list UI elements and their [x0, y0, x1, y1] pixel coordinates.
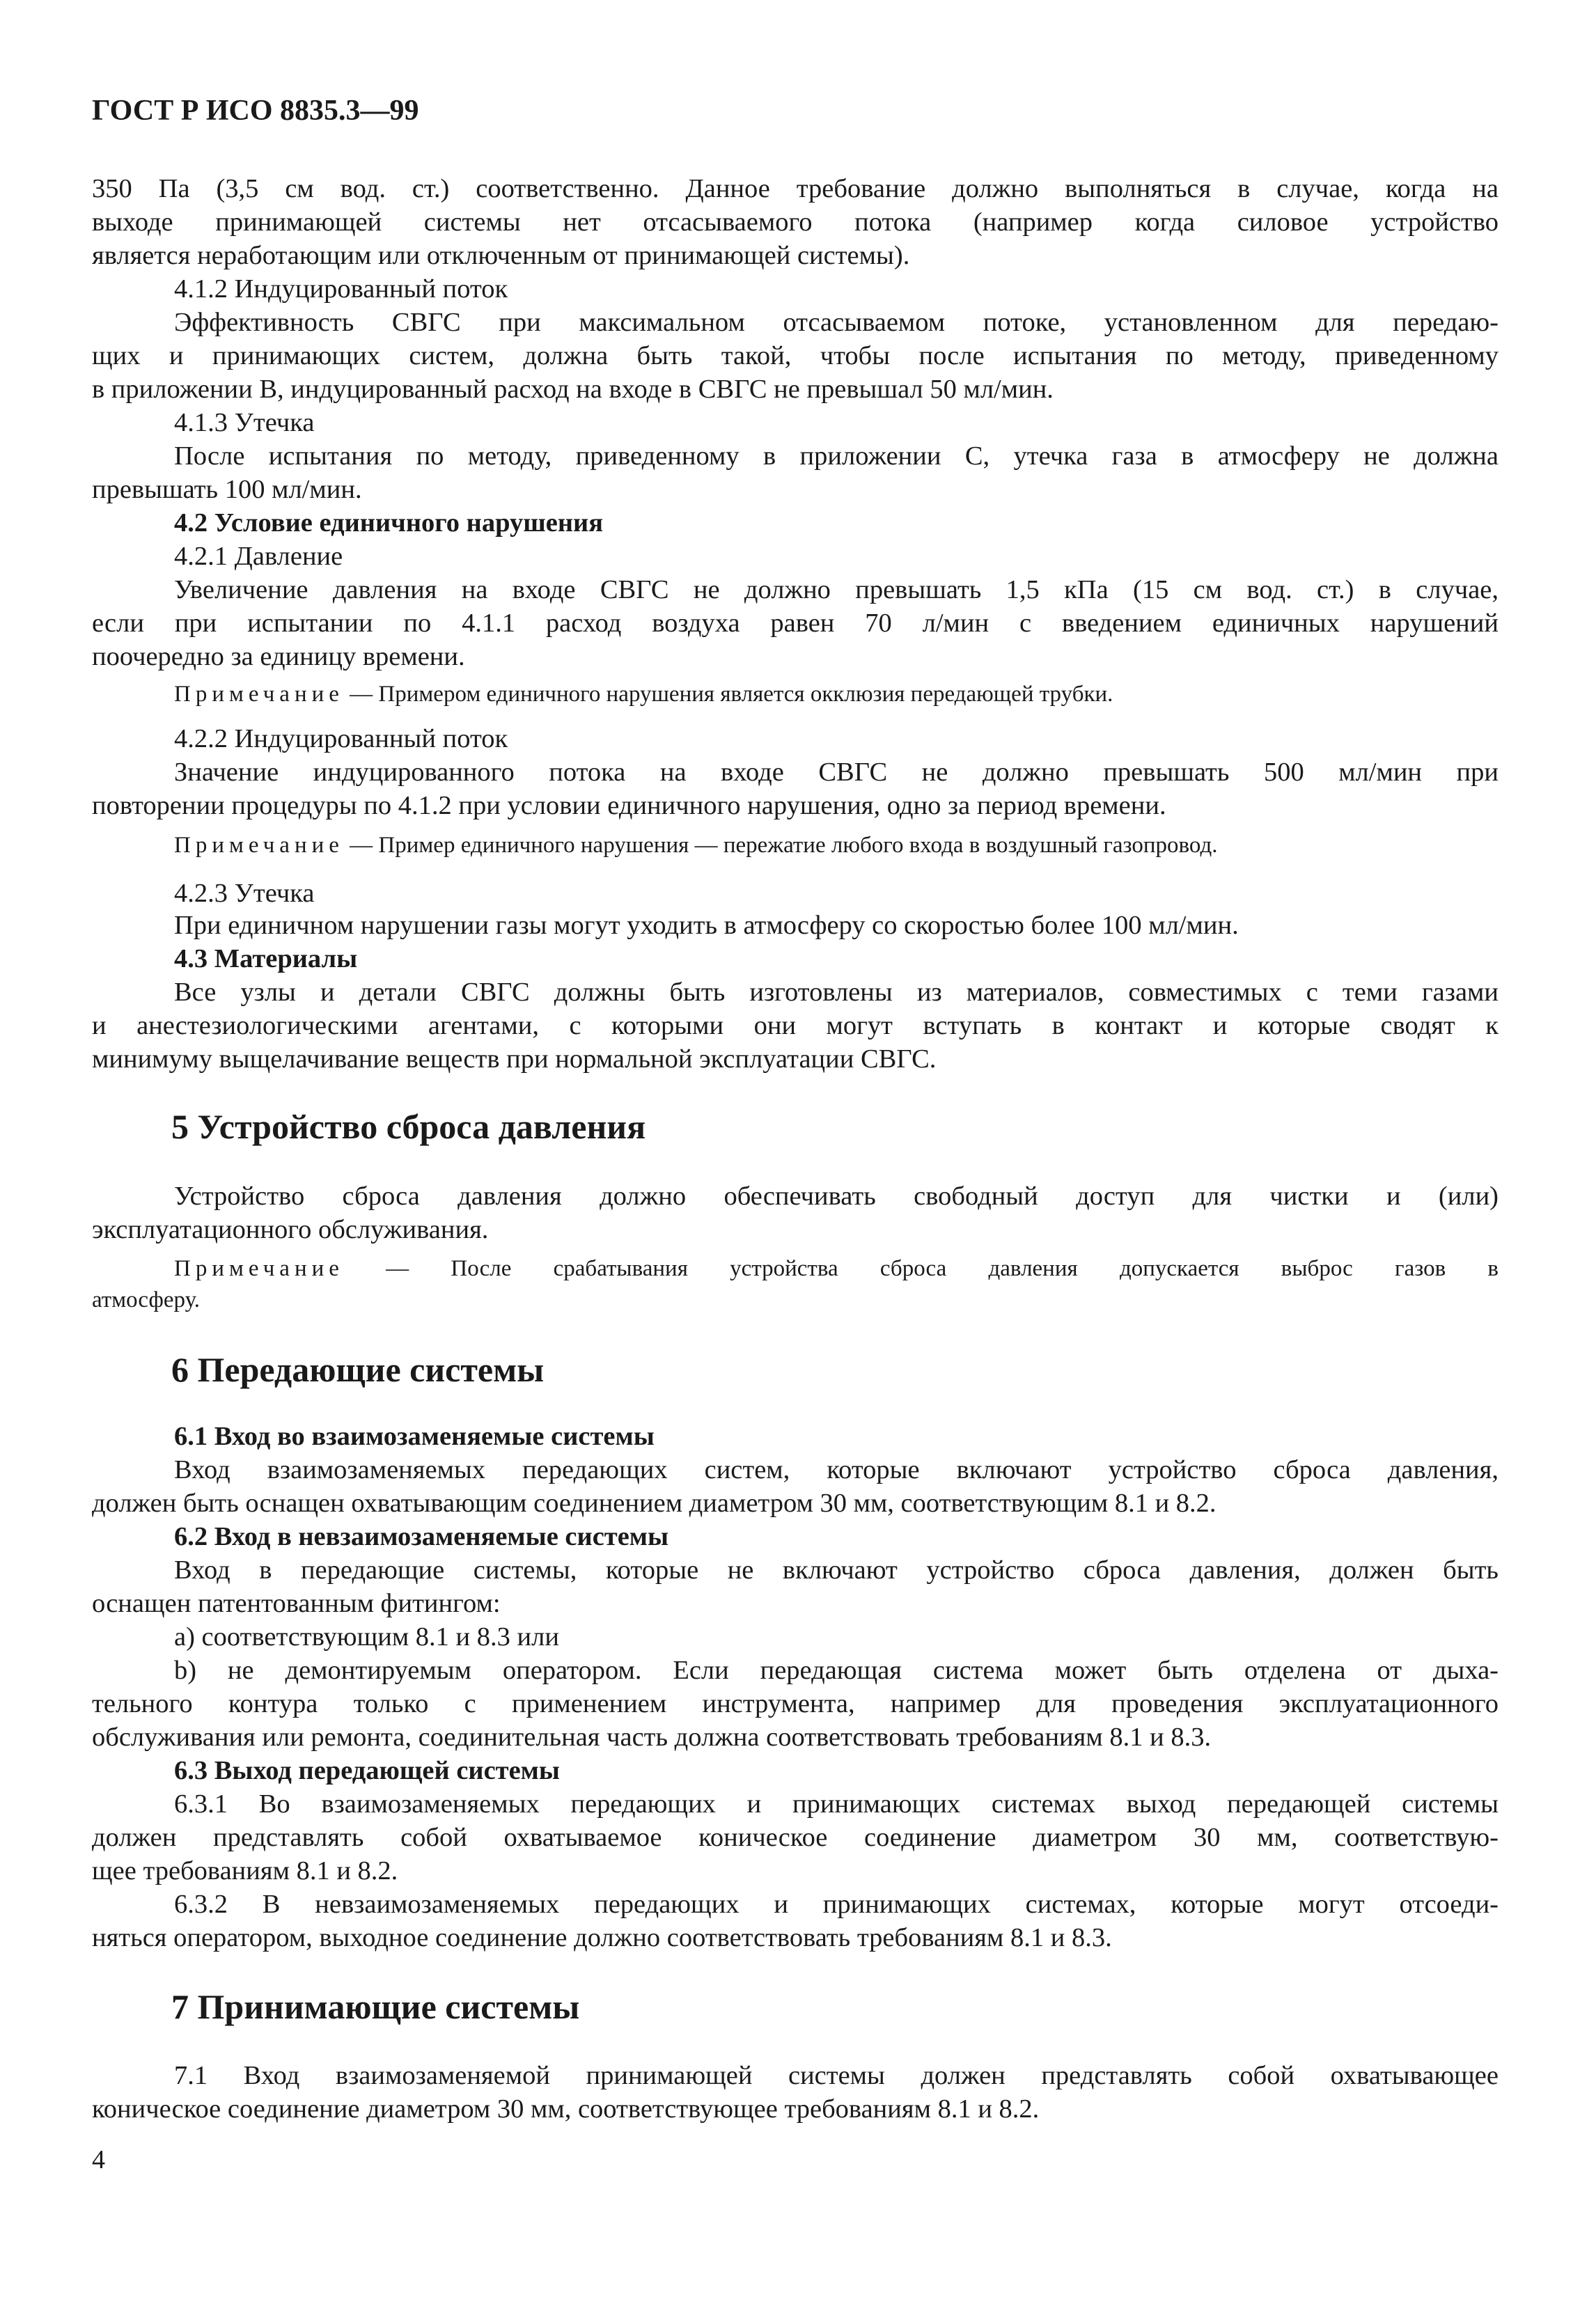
note [174, 829, 1499, 862]
paragraph-line: должен представлять собой охватываемое коническое соединение диаметром 30 мм, соответствую- [92, 1823, 1499, 1852]
subsection-title: 4.2 Условие единичного нарушения [174, 508, 604, 538]
page-number: 4 [92, 2145, 105, 2174]
paragraph-line: коническое соединение диаметром 30 мм, соответствующее требованиям 8.1 и 8.2. [92, 2094, 1040, 2124]
paragraph-line: Устройство сброса давления должно обеспечивать свободный доступ для чистки и (или) [174, 1182, 1499, 1211]
note [174, 677, 1499, 711]
list-item: b) не демонтируемым оператором. Если передающая система может быть отделена от дыха- [174, 1656, 1499, 1685]
paragraph-line: Увеличение давления на входе СВГС не должно превышать 1,5 кПа (15 см вод. ст.) в случае, [174, 575, 1499, 604]
subsection-title: 4.2.3 Утечка [174, 879, 315, 908]
paragraph-line: няться оператором, выходное соединение должно соответствовать требованиям 8.1 и 8.3. [92, 1923, 1112, 1952]
paragraph-line: эксплуатационного обслуживания. [92, 1215, 489, 1244]
paragraph-line: и анестезиологическими агентами, с которыми они могут вступать в контакт и которые сводят к [92, 1011, 1499, 1040]
paragraph-line: превышать 100 мл/мин. [92, 475, 362, 504]
note-text: атмосферу. [92, 1287, 201, 1312]
paragraph-line: обслуживания или ремонта, соединительная часть должна соответствовать требованиям 8.1 и 8.3. [92, 1723, 1212, 1752]
note-text: — Пример единичного нарушения — пережатие любого входа в воздушный газопровод. [343, 833, 1218, 858]
section-heading: 5 Устройство сброса давления [171, 1107, 646, 1146]
paragraph-line: Значение индуцированного потока на входе СВГС не должно превышать 500 мл/мин при [174, 758, 1499, 787]
section-heading: 7 Принимающие системы [171, 1987, 580, 2026]
paragraph-line: 7.1 Вход взаимозаменяемой принимающей системы должен представлять собой охватывающее [174, 2061, 1499, 2090]
note-label: Примечание [174, 833, 344, 858]
paragraph-line: является неработающим или отключенным от принимающей системы). [92, 241, 910, 270]
note-text: — Примером единичного нарушения является окклюзия передающей трубки. [343, 682, 1113, 707]
section-heading: 6 Передающие системы [171, 1350, 545, 1389]
paragraph-line: Эффективность СВГС при максимальном отсасываемом потоке, установленном для передаю- [174, 308, 1499, 337]
list-item: a) соответствующим 8.1 и 8.3 или [174, 1622, 559, 1652]
paragraph-line: должен быть оснащен охватывающим соединением диаметром 30 мм, соответствующим 8.1 и 8.2. [92, 1489, 1216, 1518]
document-header: ГОСТ Р ИСО 8835.3—99 [92, 95, 419, 127]
paragraph-line: повторении процедуры по 4.1.2 при условии единичного нарушения, одно за период времени. [92, 791, 1166, 820]
paragraph-line: 6.3.2 В невзаимозаменяемых передающих и принимающих системах, которые могут отсоеди- [174, 1890, 1499, 1919]
note-text: — После срабатывания устройства сброса давления допускается выброс газов в [343, 1256, 1499, 1281]
paragraph-line: щее требованиям 8.1 и 8.2. [92, 1856, 398, 1885]
paragraph-line: в приложении В, индуцированный расход на входе в СВГС не превышал 50 мл/мин. [92, 375, 1054, 404]
paragraph-line: 350 Па (3,5 см вод. ст.) соответственно. Данное требование должно выполняться в случае, когда на [92, 174, 1499, 203]
subsection-title: 4.3 Материалы [174, 944, 358, 973]
note-label: Примечание [174, 682, 344, 707]
paragraph-line: Все узлы и детали СВГС должны быть изготовлены из материалов, совместимых с теми газами [174, 978, 1499, 1007]
subsection-title: 4.1.3 Утечка [174, 408, 315, 437]
paragraph-line: поочередно за единицу времени. [92, 642, 465, 671]
paragraph-line: Вход в передающие системы, которые не включают устройство сброса давления, должен быть [174, 1555, 1499, 1585]
subsection-title: 6.2 Вход в невзаимозаменяемые системы [174, 1522, 669, 1551]
paragraph-line: если при испытании по 4.1.1 расход воздуха равен 70 л/мин с введением единичных нарушений [92, 609, 1499, 638]
subsection-title: 6.1 Вход во взаимозаменяемые системы [174, 1422, 655, 1451]
paragraph-line: тельного контура только с применением инструмента, например для проведения эксплуатационного [92, 1689, 1499, 1718]
paragraph-line: Вход взаимозаменяемых передающих систем, которые включают устройство сброса давления, [174, 1455, 1499, 1484]
paragraph-line: При единичном нарушении газы могут уходить в атмосферу со скоростью более 100 мл/мин. [174, 911, 1239, 940]
paragraph-line: После испытания по методу, приведенному в приложении С, утечка газа в атмосферу не должна [174, 441, 1499, 471]
paragraph-line: выходе принимающей системы нет отсасываемого потока (например когда силовое устройство [92, 207, 1499, 237]
paragraph-line: минимуму выщелачивание веществ при нормальной эксплуатации СВГС. [92, 1044, 937, 1074]
paragraph-line: 6.3.1 Во взаимозаменяемых передающих и принимающих системах выход передающей системы [174, 1789, 1499, 1819]
note-label: Примечание [174, 1256, 344, 1281]
subsection-title: 4.1.2 Индуцированный поток [174, 274, 508, 304]
subsection-title: 4.2.2 Индуцированный поток [174, 724, 508, 753]
subsection-title: 4.2.1 Давление [174, 542, 343, 571]
paragraph-line: оснащен патентованным фитингом: [92, 1589, 501, 1618]
subsection-title: 6.3 Выход передающей системы [174, 1756, 560, 1785]
paragraph-line: щих и принимающих систем, должна быть такой, чтобы после испытания по методу, приведенному [92, 341, 1499, 370]
note [174, 1252, 1499, 1285]
